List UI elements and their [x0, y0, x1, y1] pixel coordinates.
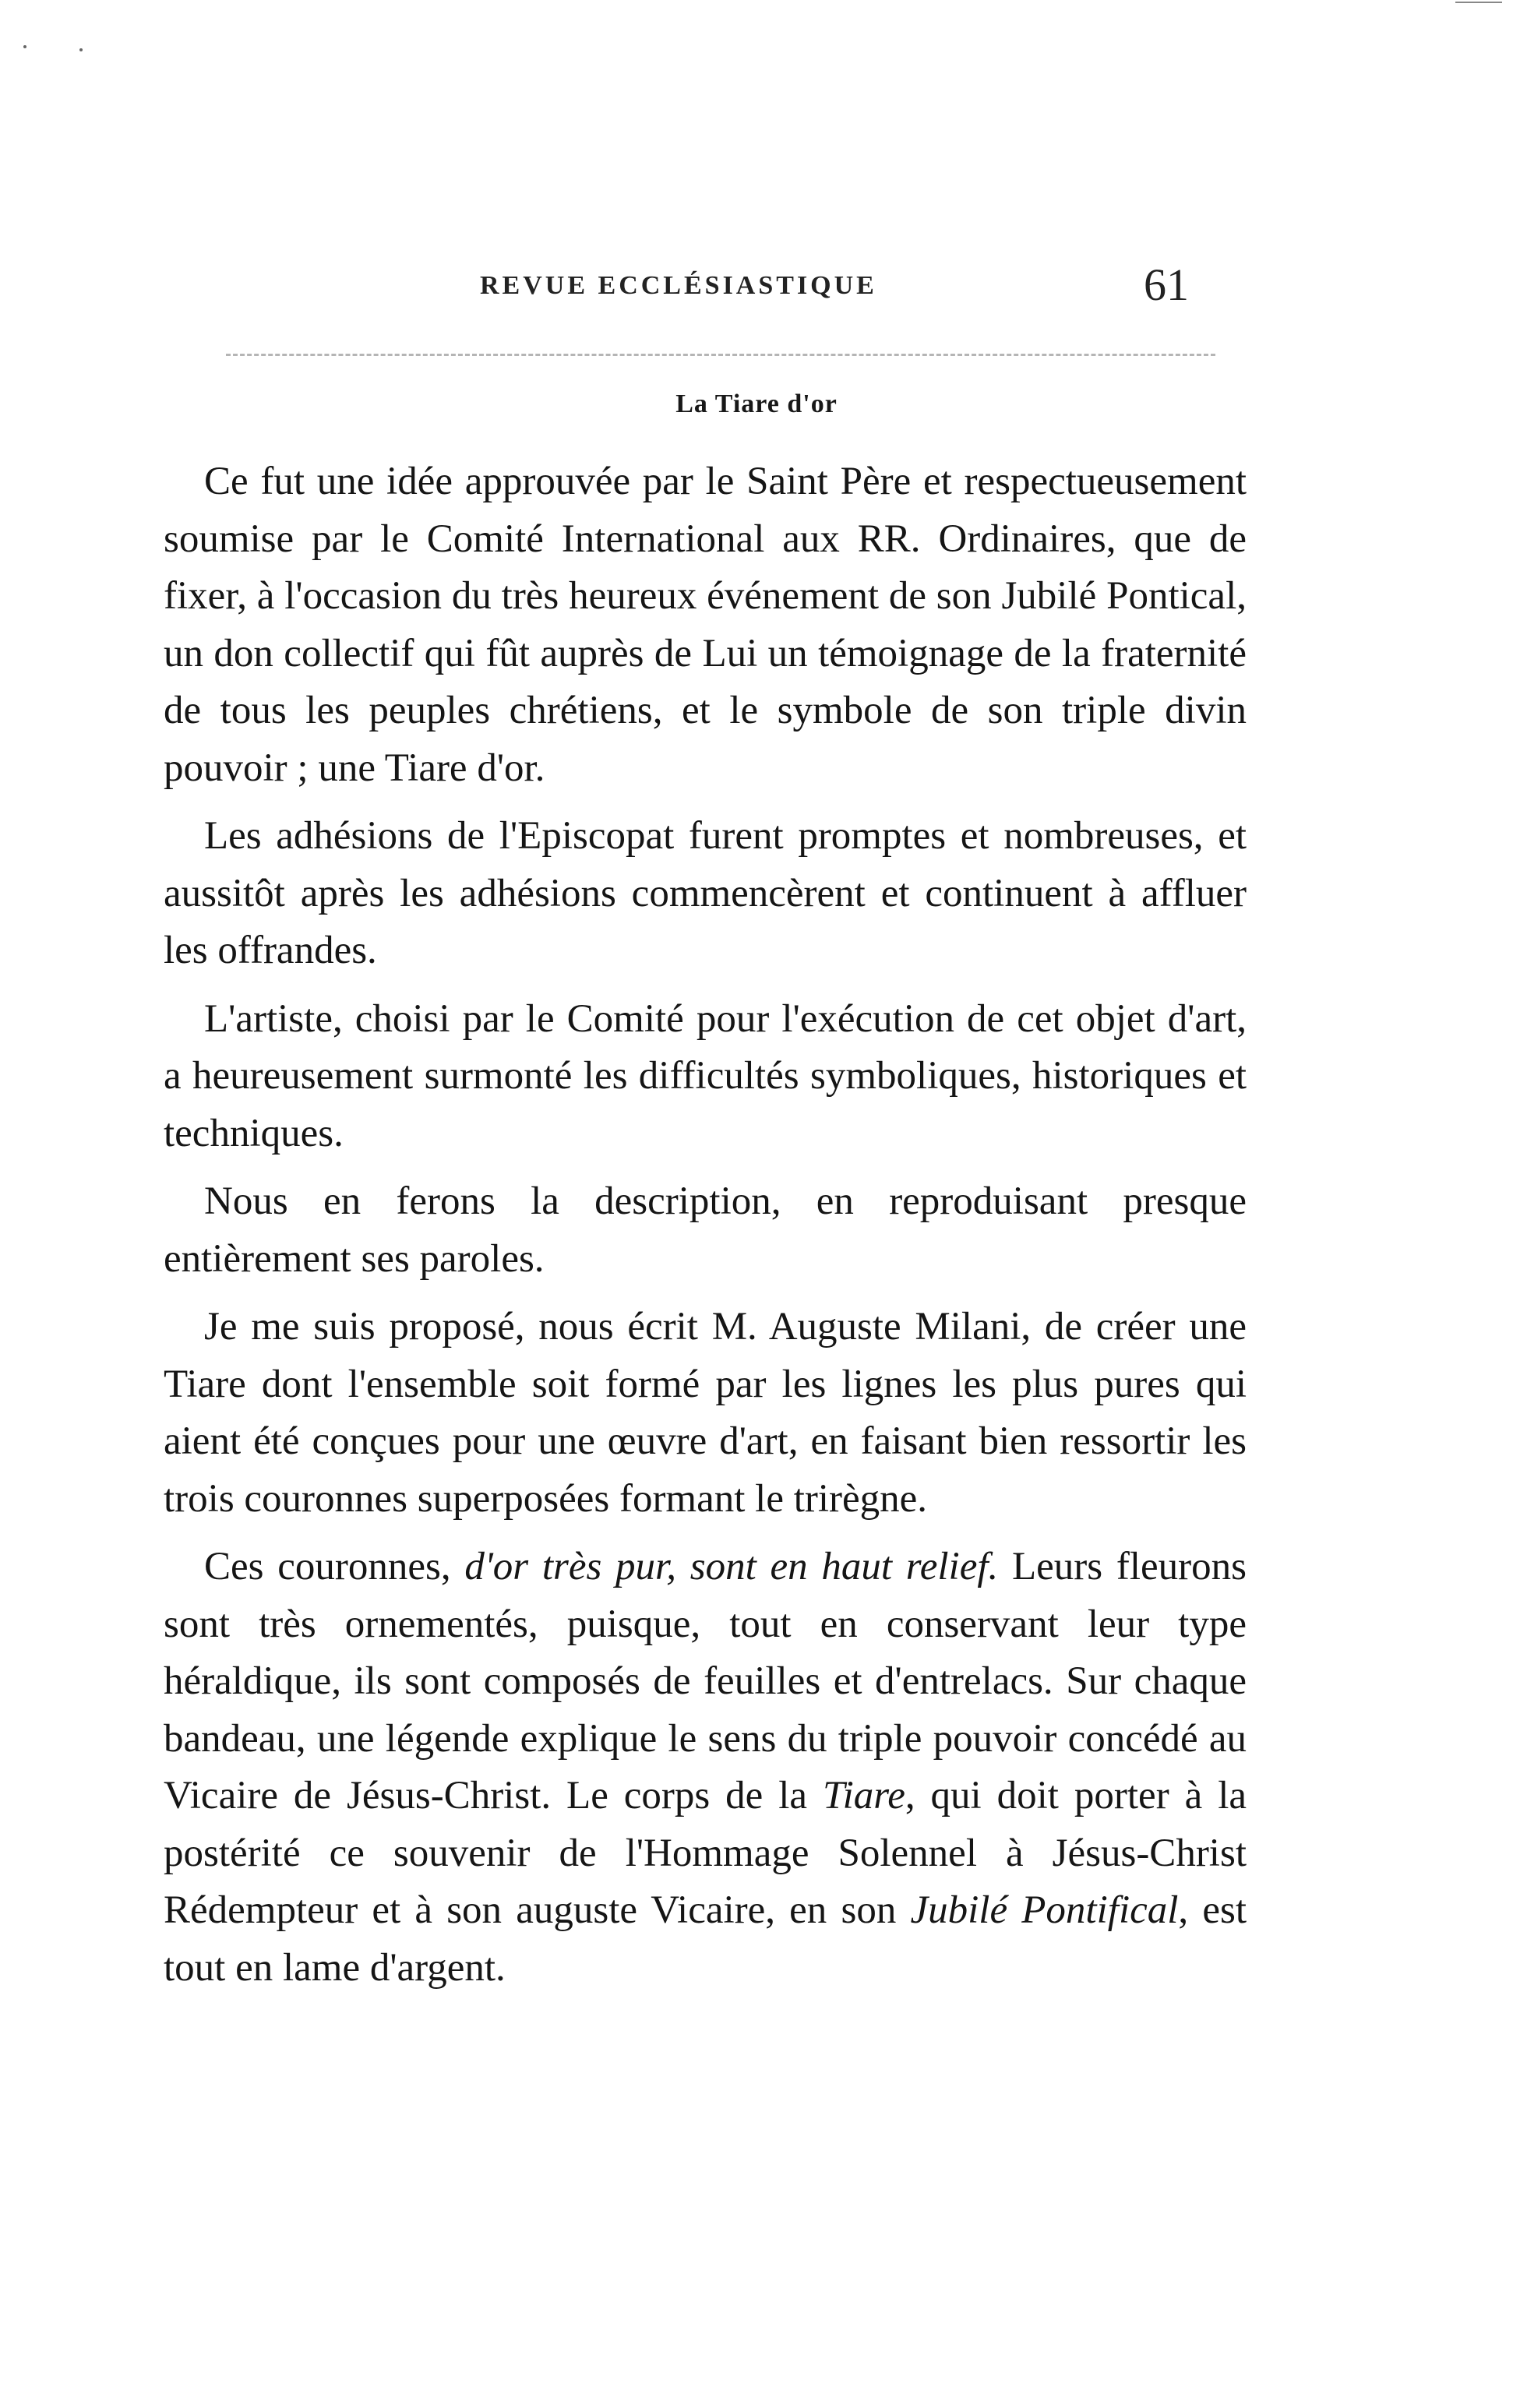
paragraph: [164, 1173, 1247, 1288]
paragraph-text: Les adhésions de l'Episcopat furent promptes et nombreuses, et aussitôt après les adhésions commencèrent et continuent à affluer les offrandes.: [164, 814, 1247, 972]
paragraph-text: , qui doit porter à la postérité ce souvenir de l'Hommage Solennel à Jésus-Christ Rédempteur et à son auguste Vicaire, en son: [164, 1774, 1247, 1932]
paragraph-text: Ces couronnes,: [204, 1545, 465, 1588]
page-number: 61: [1144, 259, 1189, 310]
paragraph: [164, 808, 1247, 980]
italic-phrase: Jubilé Pontifical: [910, 1888, 1179, 1932]
scan-speck: [23, 45, 26, 48]
paragraph: [164, 991, 1247, 1163]
paragraph-text: L'artiste, choisi par le Comité pour l'exécution de cet objet d'art, a heureusement surmonté les difficultés symboliques, historiques et techniques.: [164, 996, 1247, 1155]
paragraph-text: Nous en ferons la description, en reproduisant presque entièrement ses paroles.: [164, 1179, 1247, 1281]
paragraph: [164, 1299, 1247, 1528]
italic-phrase: d'or très pur, sont en haut relief.: [464, 1545, 999, 1588]
running-title: REVUE ECCLÉSIASTIQUE: [480, 271, 877, 300]
paragraph: [164, 1539, 1247, 1997]
scan-corner-mark: [1455, 2, 1502, 3]
body-text: [164, 453, 1247, 1997]
paragraph: [164, 453, 1247, 797]
paragraph-text: Je me suis proposé, nous écrit M. Auguste Milani, de créer une Tiare dont l'ensemble soit formé par les lignes les plus pures qui aient été conçues pour une œuvre d'art, en faisant bien ressortir les trois couronnes superposées formant le trirègne.: [164, 1305, 1247, 1521]
header-rule: [226, 354, 1215, 356]
paragraph-text: , est tout en lame d'argent.: [164, 1888, 1247, 1990]
paragraph-text: Ce fut une idée approuvée par le Saint Père et respectueusement soumise par le Comité International aux RR. Ordinaires, que de fixer, à l'occasion du très heureux événement de son Jubilé Pontical, un don collectif qui fût auprès de Lui un témoignage de la fraternité de tous les peuples chrétiens, et le symbole de son triple divin pouvoir ; une Tiare d'or.: [164, 460, 1247, 790]
italic-phrase: Tiare: [823, 1774, 905, 1817]
paragraph-text: Leurs fleurons sont très ornementés, puisque, tout en conservant leur type héraldique, ils sont composés de feuilles et d'entrelacs. Sur chaque bandeau, une légende explique le sens du triple pouvoir concédé au Vicaire de Jésus-Christ. Le corps de la: [164, 1545, 1247, 1817]
scan-speck: [79, 48, 83, 51]
running-head: [156, 248, 1215, 326]
section-title: La Tiare d'or: [675, 390, 838, 418]
